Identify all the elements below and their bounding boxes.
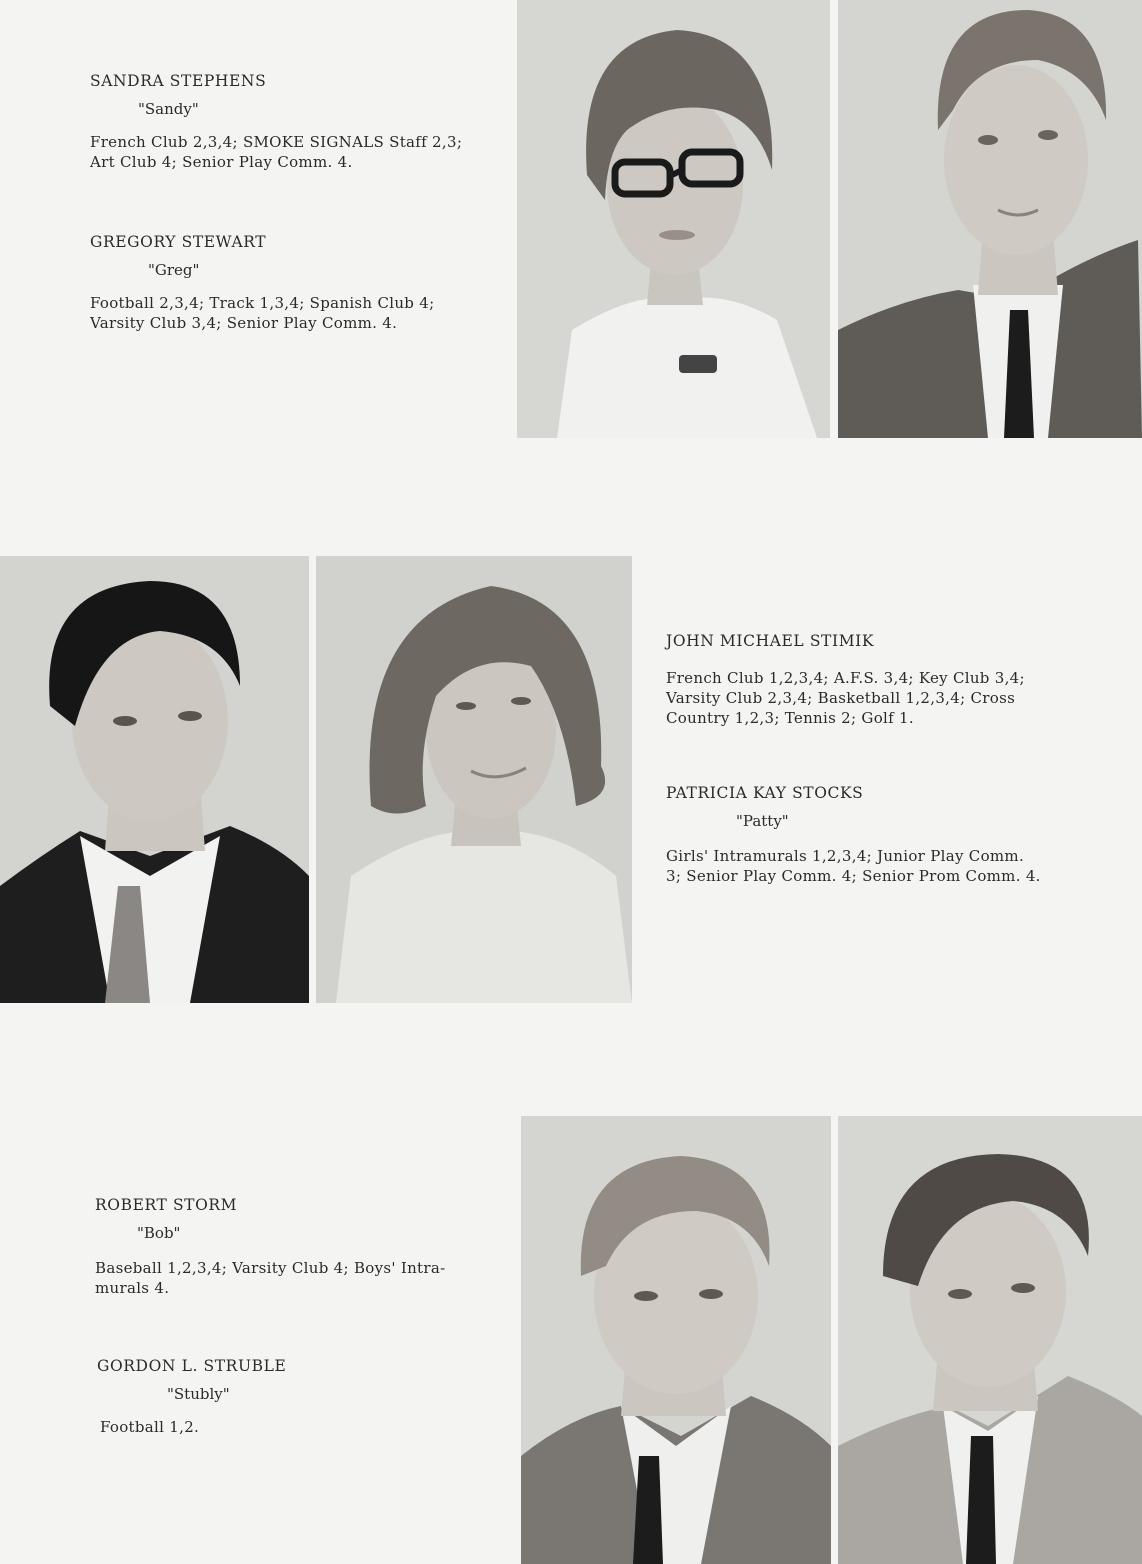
student-activities: Girls' Intramurals 1,2,3,4; Junior Play Comm. 3; Senior Play Comm. 4; Senior Prom Comm. 4. bbox=[666, 847, 1041, 885]
student-entry-robert-storm bbox=[95, 1196, 445, 1298]
student-entry-gordon-struble bbox=[97, 1357, 286, 1437]
student-activities: Football 1,2. bbox=[100, 1418, 200, 1436]
student-name: GORDON L. STRUBLE bbox=[97, 1357, 287, 1375]
student-nickname: "Patty" bbox=[736, 812, 789, 830]
boy-tie-portrait-icon bbox=[838, 1116, 1142, 1564]
student-nickname: "Sandy" bbox=[138, 100, 199, 118]
student-entry-gregory-stewart bbox=[90, 233, 434, 333]
student-activities: Football 2,3,4; Track 1,3,4; Spanish Club 4; Varsity Club 3,4; Senior Play Comm. 4. bbox=[90, 294, 435, 332]
student-name: SANDRA STEPHENS bbox=[90, 72, 267, 90]
girl-glasses-portrait-icon bbox=[517, 0, 830, 438]
student-name: GREGORY STEWART bbox=[90, 233, 267, 251]
student-nickname: "Bob" bbox=[137, 1224, 181, 1242]
boy-tie-portrait-icon bbox=[521, 1116, 831, 1564]
student-entry-patricia-kay-stocks bbox=[666, 784, 1041, 886]
boy-tie-portrait-icon bbox=[838, 0, 1142, 438]
student-nickname: "Stubly" bbox=[167, 1385, 230, 1403]
student-name: ROBERT STORM bbox=[95, 1196, 238, 1214]
student-name: PATRICIA KAY STOCKS bbox=[666, 784, 864, 802]
student-activities: Baseball 1,2,3,4; Varsity Club 4; Boys' Intra- murals 4. bbox=[95, 1259, 446, 1297]
student-nickname: "Greg" bbox=[148, 261, 200, 279]
girl-portrait-icon bbox=[316, 556, 632, 1003]
student-activities: French Club 2,3,4; SMOKE SIGNALS Staff 2,3; Art Club 4; Senior Play Comm. 4. bbox=[90, 133, 463, 171]
student-name: JOHN MICHAEL STIMIK bbox=[666, 632, 875, 650]
student-entry-john-michael-stimik bbox=[666, 632, 1025, 728]
student-activities: French Club 1,2,3,4; A.F.S. 3,4; Key Club 3,4; Varsity Club 2,3,4; Basketball 1,2,3,4; Cross Country 1,2,3; Tennis 2; Golf 1. bbox=[666, 669, 1025, 727]
boy-dark-suit-portrait-icon bbox=[0, 556, 309, 1003]
student-entry-sandra-stephens bbox=[90, 72, 462, 172]
